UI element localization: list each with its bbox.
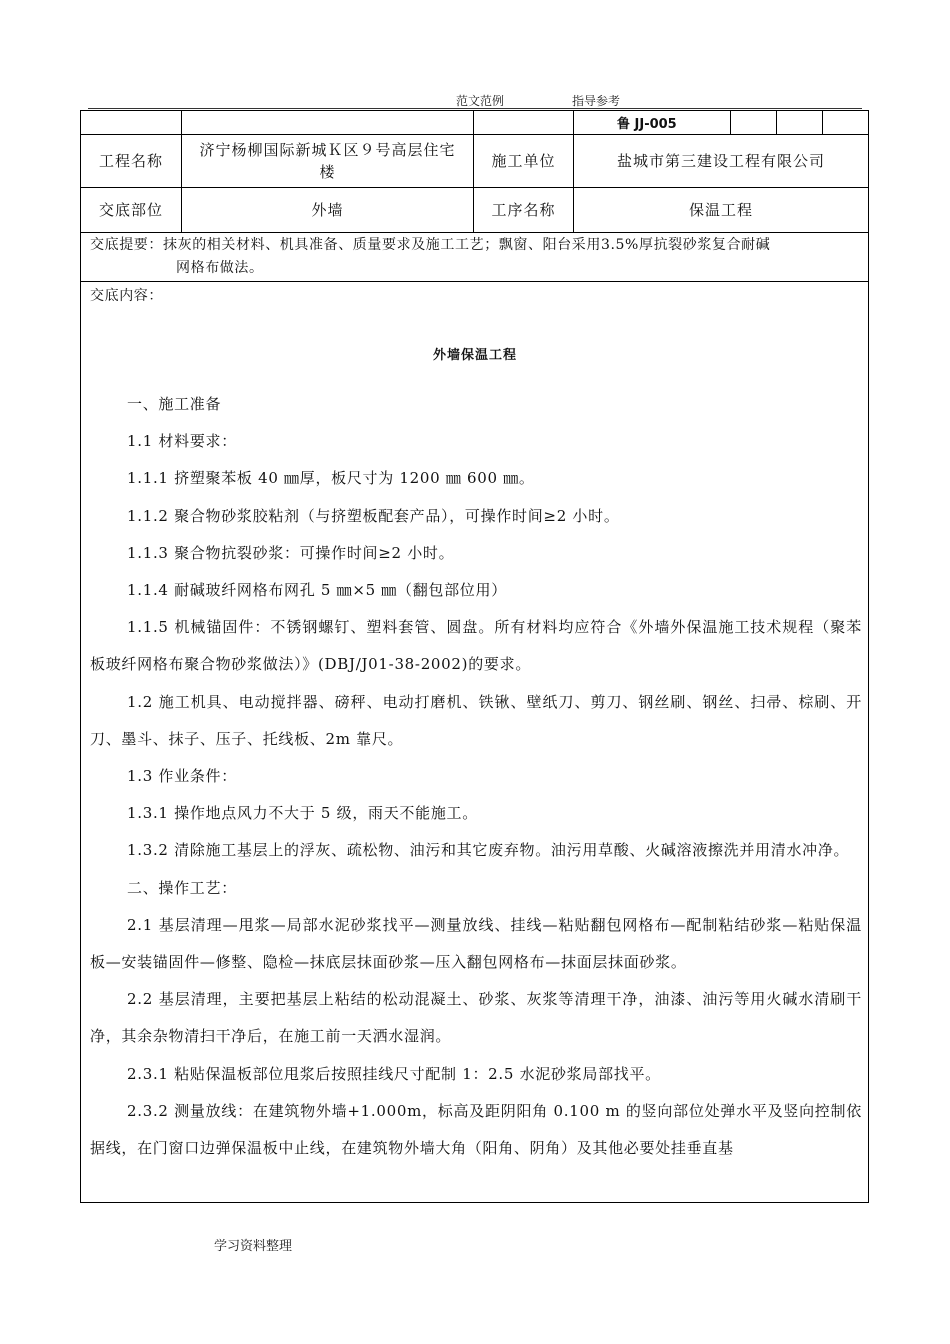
col-divider — [730, 110, 731, 134]
construction-unit-label: 施工单位 — [491, 152, 556, 170]
paragraph: 1.1.2 聚合物砂浆胶粘剂（与挤塑板配套产品），可操作时间≥2 小时。 — [127, 506, 620, 525]
form-code: 鲁 JJ-005 — [617, 117, 677, 132]
paragraph: 一、施工准备 — [127, 395, 222, 413]
construction-unit-value: 盐城市第三建设工程有限公司 — [616, 152, 825, 170]
paragraph: 1.2 施工机具、电动搅拌器、磅秤、电动打磨机、铁锹、壁纸刀、剪刀、钢丝刷、钢丝、扫帚、棕刷、开刀、墨斗、抹子、压子、托线板、2m 靠尺。 — [90, 692, 862, 748]
col-divider — [776, 110, 777, 134]
content-label: 交底内容： — [90, 288, 163, 304]
paragraph: 2.3.2 测量放线：在建筑物外墙+1.000m，标高及距阴阳角 0.100 m 的竖向部位处弹水平及竖向控制依据线，在门窗口边弹保温板中止线，在建筑物外墙大角（阳角、阴角）及其他必要处挂垂直基 — [90, 1101, 862, 1158]
paragraph: 2.1 基层清理—甩浆—局部水泥砂浆找平—测量放线、挂线—粘贴翻包网格布—配制粘结砂浆—粘贴保温板—安装锚固件—修整、隐检—抹底层抹面砂浆—压入翻包网格布—抹面层抹面砂浆。 — [90, 915, 862, 972]
paragraph: 1.1 材料要求： — [127, 432, 237, 451]
header-right-text: 指导参考 — [572, 94, 621, 108]
paragraph: 1.3.2 清除施工基层上的浮灰、疏松物、油污和其它废弃物。油污用草酸、火碱溶液擦洗并用清水冲净。 — [127, 841, 850, 860]
paragraph: 2.3.1 粘贴保温板部位甩浆后按照挂线尺寸配制 1：2.5 水泥砂浆局部找平。 — [127, 1064, 661, 1083]
col-divider — [822, 110, 823, 134]
paragraph: 二、操作工艺： — [127, 878, 237, 897]
paragraph: 1.1.5 机械锚固件：不锈钢螺钉、塑料套管、圆盘。所有材料均应符合《外墙外保温施工技术规程（聚苯板玻纤网格布聚合物砂浆做法）》(DBJ/J01-38-2002)的要求。 — [90, 618, 862, 674]
header-left-text: 范文范例 — [456, 94, 505, 108]
row-divider — [80, 281, 869, 282]
part-label: 交底部位 — [98, 201, 163, 219]
paragraph: 1.3.1 操作地点风力不大于 5 级，雨天不能施工。 — [127, 804, 478, 823]
process-value: 保温工程 — [688, 201, 753, 219]
disclosure-summary — [90, 234, 866, 280]
paragraph: 1.1.1 挤塑聚苯板 40 ㎜厚，板尺寸为 1200 ㎜ 600 ㎜。 — [127, 469, 535, 488]
project-name-value: 济宁杨柳国际新城Ｋ区９号高层住宅楼 — [199, 141, 456, 181]
part-value: 外墙 — [311, 201, 344, 219]
summary-line-2: 网格布做法。 — [176, 260, 264, 276]
summary-line-1: 交底提要：抹灰的相关材料、机具准备、质量要求及施工工艺；飘窗、阳台采用3.5%厚抗裂砂浆复合耐碱 — [90, 237, 771, 253]
page-footer: 学习资料整理 — [214, 1239, 293, 1254]
paragraph: 1.3 作业条件： — [127, 767, 237, 786]
row-divider — [80, 232, 869, 233]
paragraph: 1.1.4 耐碱玻纤网格布网孔 5 ㎜×5 ㎜（翻包部位用） — [127, 581, 507, 600]
header-rule — [88, 108, 862, 109]
project-name-label: 工程名称 — [98, 152, 163, 170]
process-label: 工序名称 — [491, 201, 556, 219]
paragraph: 1.1.3 聚合物抗裂砂浆：可操作时间≥2 小时。 — [127, 543, 455, 562]
paragraph: 2.2 基层清理，主要把基层上粘结的松动混凝土、砂浆、灰浆等清理干净，油漆、油污等用火碱水清刷干净，其余杂物清扫干净后，在施工前一天洒水湿润。 — [90, 990, 862, 1046]
page-header — [456, 92, 620, 109]
document-body — [90, 386, 862, 1167]
document-title: 外墙保温工程 — [432, 348, 517, 363]
